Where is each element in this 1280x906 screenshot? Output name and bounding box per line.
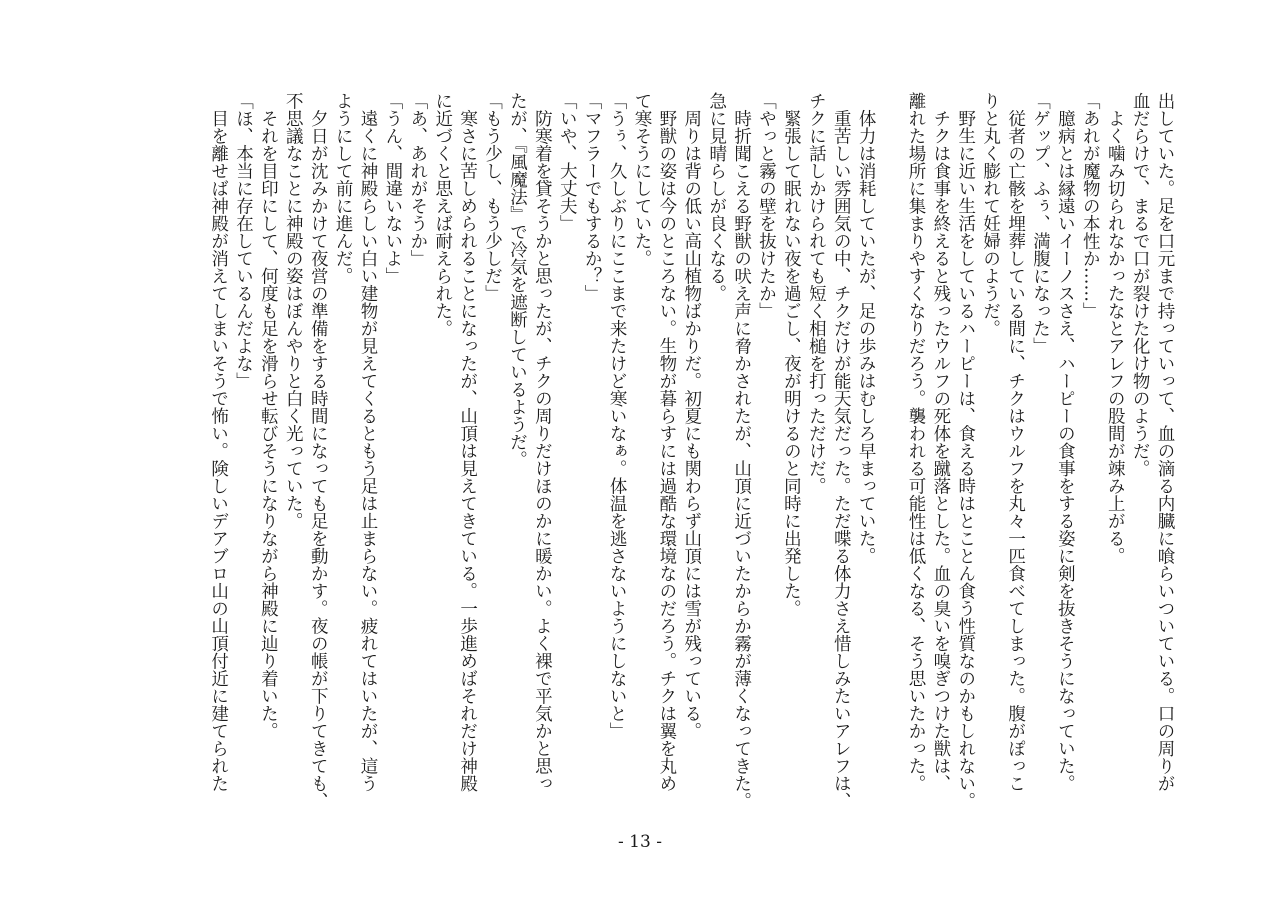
- text-line: て寒そうにしていた。: [631, 92, 652, 267]
- text-line: 夕日が沈みかけて夜営の準備をする時間になっても足を動かす。夜の帳が下りてきても、: [308, 92, 329, 810]
- blank-line: [878, 92, 903, 822]
- text-line: 不思議なことに神殿の姿はぼんやりと白く光っていた。: [283, 92, 304, 530]
- text-line: 周りは背の低い高山植物ばかりだ。初夏にも関わらず山頂には雪が残っている。: [681, 92, 702, 740]
- text-line: ようにして前に進んだ。: [333, 92, 354, 285]
- text-line: 臆病とは縁遠いイーノスさえ、ハーピーの食事をする姿に剣を抜きそうになっていた。: [1055, 92, 1076, 792]
- text-line: 野生に近い生活をしているハーピーは、食える時はとことん食う性質なのかもしれない。: [955, 92, 976, 810]
- text-line: 「いや、大丈夫」: [557, 92, 578, 232]
- text-line: 遠くに神殿らしい白い建物が見えてくるともう足は止まらない。疲れてはいたが、這う: [358, 92, 379, 792]
- text-line: 「マフラーでもするか？」: [582, 92, 603, 302]
- text-line: りと丸く膨れて妊婦のようだ。: [980, 92, 1001, 337]
- page-number: - 13 -: [618, 832, 662, 852]
- text-line: 時折聞こえる野獣の吠え声に脅かされたが、山頂に近づいたからか霧が薄くなってきた。: [731, 92, 752, 810]
- text-line: 「うん、間違いないよ」: [382, 92, 403, 285]
- text-line: よく噛み切られなかったなとアレフの股間が竦み上がる。: [1105, 92, 1126, 565]
- text-line: 出していた。足を口元まで持っていって、血の滴る内臓に喰らいついている。口の周りが: [1155, 92, 1175, 792]
- text-line: 「もう少し、もう少しだ」: [482, 92, 503, 302]
- text-line: チクに話しかけられても短く相槌を打っただけだ。: [806, 92, 827, 495]
- text-line: 緊張して眠れない夜を過ごし、夜が明けるのと同時に出発した。: [781, 92, 802, 617]
- text-line: 「うぅ、久しぶりにここまで来たけど寒いなぁ。体温を逃さないようにしないと」: [607, 92, 628, 740]
- text-line: 防寒着を貸そうかと思ったが、チクの周りだけほのかに暖かい。よく裸で平気かと思っ: [532, 92, 553, 792]
- text-line: 従者の亡骸を埋葬している間に、チクはウルフを丸々一匹食べてしまった。腹がぽっこ: [1005, 92, 1026, 792]
- text-line: 目を離せば神殿が消えてしまいそうで怖い。険しいデアブロ山の山頂付近に建てられた: [208, 92, 229, 792]
- text-line: 野獣の姿は今のところない。生物が暮らすには過酷な環境なのだろう。チクは翼を丸め: [656, 92, 677, 792]
- text-line: 「ほ、本当に存在しているんだよな」: [233, 92, 254, 390]
- text-line: 体力は消耗していたが、足の歩みはむしろ早まっていた。: [856, 92, 877, 565]
- text-line: に近づくと思えば耐えられた。: [432, 92, 453, 337]
- text-line: それを目印にして、何度も足を滑らせ転びそうになりながら神殿に辿り着いた。: [258, 92, 279, 740]
- text-line: チクは食事を終えると残ったウルフの死体を蹴落とした。血の臭いを嗅ぎつけた獣は、: [930, 92, 951, 792]
- text-line: 離れた場所に集まりやすくなりだろう。襲われる可能性は低くなる、そう思いたかった。: [905, 92, 926, 792]
- text-line: 寒さに苦しめられることになったが、山頂は見えてきている。一歩進めばそれだけ神殿: [457, 92, 478, 792]
- text-line: 急に見晴らしが良くなる。: [706, 92, 727, 302]
- text-line: 重苦しい雰囲気の中、チクだけが能天気だった。ただ喋る体力さえ惜しみたいアレフは、: [831, 92, 852, 810]
- text-line: 血だらけで、まるで口が裂けた化け物のようだ。: [1130, 92, 1151, 477]
- text-line: 「あれが魔物の本性か……」: [1080, 92, 1101, 320]
- text-line: 「やっと霧の壁を抜けたか」: [756, 92, 777, 320]
- text-line: たが、『風魔法』で冷気を遮断しているようだ。: [507, 92, 528, 469]
- vertical-text-block: [97, 92, 1177, 822]
- text-line: 「あ、あれがそうか」: [407, 92, 428, 267]
- text-line: 「ゲップ、ふぅ、満腹になった」: [1030, 92, 1051, 355]
